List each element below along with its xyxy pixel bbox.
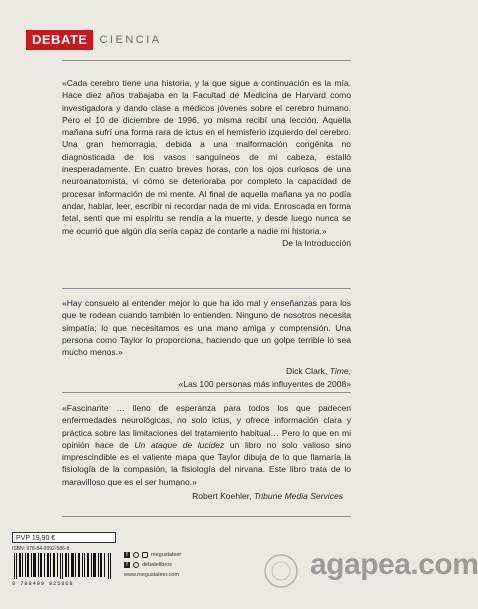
instagram-icon: [142, 552, 148, 558]
divider: [62, 516, 351, 517]
blurb-text: «Cada cerebro tiene una historia, y la que sigue a continuación es la mía. Hace diez años trabajaba en la Facultad de Medicina de Harvard como investigadora y dando clase a médicos jóvenes sobre el cerebro humano. Pero el 10 de diciembre de 1996, yo misma recibí una lección. Aquella mañana sufrí una forma rara de ictus en el hemisferio izquierdo del cerebro. Una gran hemorragia, debida a una malformación congénita no diagnosticada de los vasos sanguíneos de mi cabeza, estalló inesperadamente. En cuatro breves horas, con los ojos curiosos de una neuroanatomista, vi cómo se deterioraba por completo la capacidad de procesar información de mi mente. Al final de aquella mañana ya no podía andar, hablar, leer, escribir ni recordar nada de mi vida. Enroscada en forma fetal, sentí que mi espíritu se rendía a la muerte, y desde luego nunca se me ocurrió que algún día sería capaz de contarle a nadie mi historia.»: [62, 78, 351, 236]
blurb-source: De la Introducción: [282, 237, 351, 248]
source-name: Robert Koehler,: [192, 491, 254, 502]
blurb-text: «Hay consuelo al entender mejor lo que ha ido mal y enseñanzas para los que te rodean cuando también lo entienden. Ninguno de nosotros necesita simpatía; lo que necesitamos es una mano amiga y comprensión. Una persona como Taylor lo proporciona, haciendo que un golpe terrible lo sea mucho menos.»: [62, 298, 351, 358]
agapea-watermark: agapea.com: [310, 548, 478, 581]
twitter-icon: [133, 552, 139, 558]
isbn-label: ISBN: 978-84-9992-586-8: [12, 546, 70, 552]
blurb-introduction: [62, 77, 351, 249]
barcode-digits: 9 788499 925868: [12, 580, 74, 587]
social-row-1: [124, 552, 181, 558]
blurb-robert-koehler: [62, 402, 351, 502]
agapea-logo-icon: [262, 552, 300, 590]
blurb-source-line2: «Las 100 personas más influyentes de 2008»: [178, 378, 351, 389]
series-label: CIENCIA: [99, 34, 162, 46]
facebook-icon: f: [124, 552, 130, 558]
price-box: PVP 19,90 €: [12, 532, 116, 543]
barcode: [12, 553, 114, 579]
twitter-icon: [133, 562, 139, 568]
source-name: Dick Clark,: [286, 366, 330, 377]
blurb-text: «Fascinante … lleno de esperanza para todos los que padecen enfermedades neurológicas, no solo ictus, y ofrece información clara y práctica sobre las limitaciones del tratamiento habitual… Pero lo que en mi opinión hace de Un ataque de lucidez un libro no solo valioso sino imprescindible es el valiente mapa que Taylor dibuja de lo que llamaría la fisiología de la compasión, la fisiología del nirvana. Este libro trata de lo maravilloso que es el ser humano.»: [62, 403, 351, 487]
social-row-3: [124, 572, 179, 578]
blurb-source: [62, 490, 351, 502]
social-handle-1[interactable]: megustaleer: [151, 552, 182, 558]
publisher-logo: DEBATE: [26, 30, 93, 50]
web-url[interactable]: www.megustaleer.com: [124, 572, 180, 578]
header: [26, 30, 162, 50]
divider: [62, 60, 351, 61]
social-handle-2[interactable]: debatelibros: [142, 562, 172, 568]
divider: [62, 392, 351, 393]
divider: [62, 288, 351, 289]
blurb-source: Dick Clark, Time,: [286, 366, 351, 377]
blurb-dick-clark: [62, 297, 351, 390]
social-row-2: [124, 562, 172, 568]
facebook-icon: f: [124, 562, 130, 568]
source-publication: Tribune Media Services: [253, 491, 343, 502]
source-publication: Time: [329, 366, 349, 377]
book-title: Un ataque de lucidez: [134, 439, 225, 450]
